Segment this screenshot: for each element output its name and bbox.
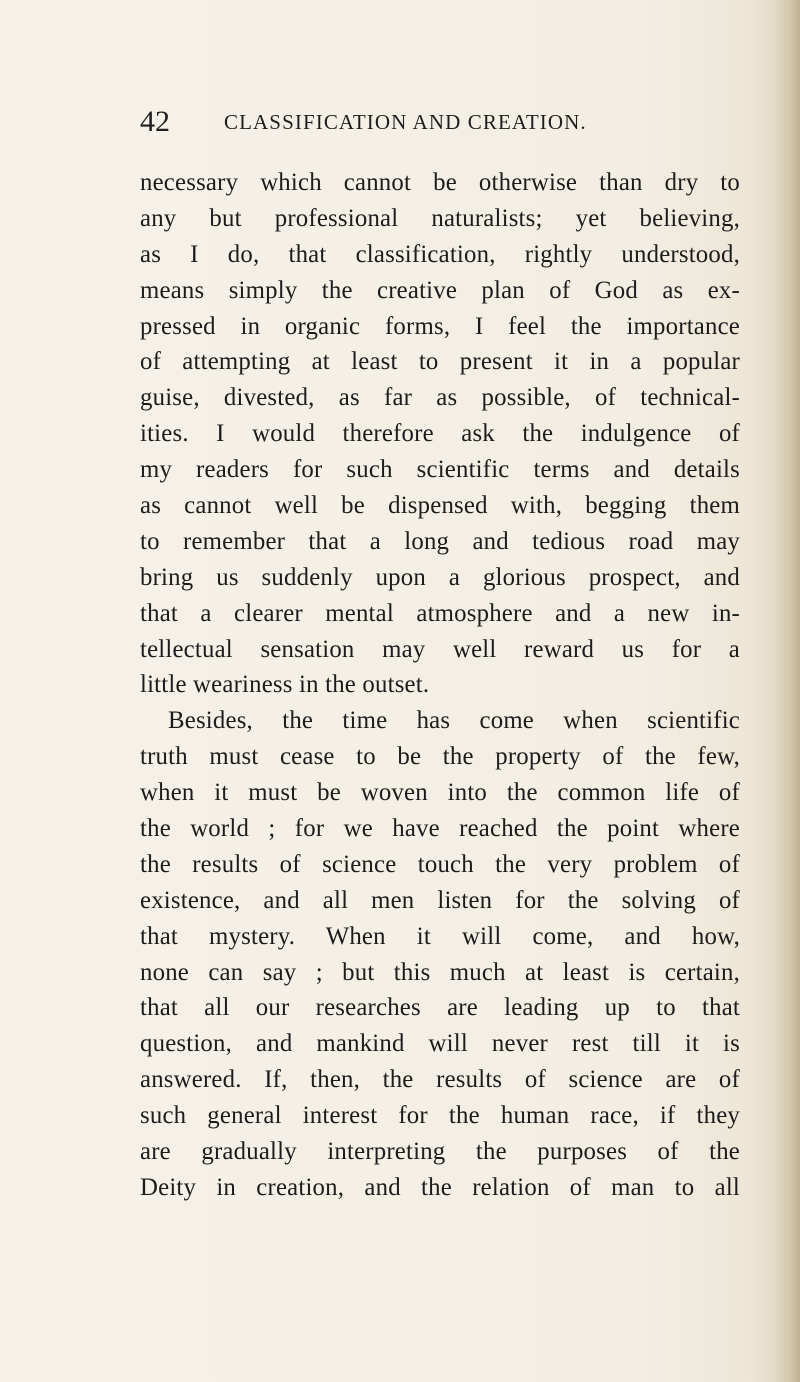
text-line: to remember that a long and tedious road may bbox=[140, 527, 740, 555]
text-line: pressed in organic forms, I feel the importance bbox=[140, 312, 740, 340]
text-line: existence, and all men listen for the solving of bbox=[140, 886, 740, 914]
text-line: my readers for such scientific terms and details bbox=[140, 456, 740, 484]
text-line: that all our researches are leading up to that bbox=[140, 994, 740, 1022]
text-line: that mystery. When it will come, and how, bbox=[140, 922, 740, 950]
text-line: answered. If, then, the results of science are of bbox=[140, 1066, 740, 1094]
text-line: Deity in creation, and the relation of man to all bbox=[140, 1173, 740, 1201]
text-line: as cannot well be dispensed with, begging them bbox=[140, 492, 740, 520]
text-line: truth must cease to be the property of the few, bbox=[140, 743, 740, 771]
page-header bbox=[140, 102, 755, 142]
text-line: such general interest for the human race, if they bbox=[140, 1102, 740, 1130]
text-line: necessary which cannot be otherwise than dry to bbox=[140, 169, 740, 196]
text-line: of attempting at least to present it in a popular bbox=[140, 348, 740, 376]
text-line-paragraph-end: little weariness in the outset. bbox=[140, 671, 430, 699]
text-line: none can say ; but this much at least is certain, bbox=[140, 958, 740, 986]
text-line: means simply the creative plan of God as ex- bbox=[140, 276, 740, 304]
text-line-paragraph-start: Besides, the time has come when scientific bbox=[168, 707, 740, 735]
text-line: the results of science touch the very problem of bbox=[140, 850, 740, 878]
page-binding-shadow bbox=[774, 0, 800, 1382]
text-line: as I do, that classification, rightly understood, bbox=[140, 240, 740, 268]
running-title: CLASSIFICATION AND CREATION. bbox=[224, 110, 587, 134]
text-line: bring us suddenly upon a glorious prospect, and bbox=[140, 563, 740, 591]
text-line: any but professional naturalists; yet believing, bbox=[140, 204, 740, 232]
text-line: ities. I would therefore ask the indulgence of bbox=[140, 420, 740, 448]
text-line: question, and mankind will never rest till it is bbox=[140, 1030, 740, 1058]
page-number: 42 bbox=[140, 105, 170, 138]
text-line: when it must be woven into the common life of bbox=[140, 779, 740, 807]
text-line: tellectual sensation may well reward us for a bbox=[140, 635, 740, 663]
text-line: guise, divested, as far as possible, of technical- bbox=[140, 384, 740, 412]
text-line: that a clearer mental atmosphere and a new in- bbox=[140, 599, 740, 627]
text-line: are gradually interpreting the purposes of the bbox=[140, 1138, 740, 1166]
text-line: the world ; for we have reached the point where bbox=[140, 815, 740, 843]
body-text bbox=[140, 165, 740, 1206]
